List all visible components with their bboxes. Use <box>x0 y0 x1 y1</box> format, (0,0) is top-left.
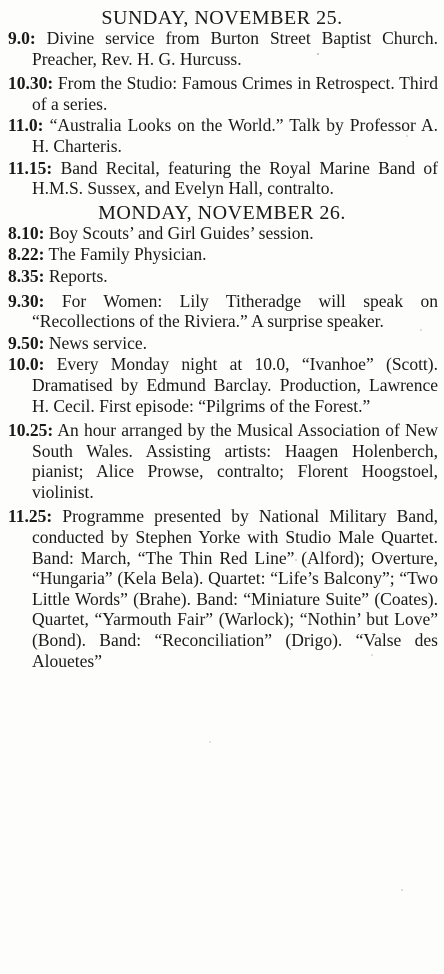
program-time: 10.30: <box>8 73 54 94</box>
program-text: For Women: Lily Titheradge will speak on “Recollections of the Riviera.” A surprise speaker. <box>32 290 439 332</box>
program-text: “Australia Looks on the World.” Talk by Professor A. H. Charteris. <box>32 115 439 156</box>
program-entry <box>0 420 444 502</box>
program-time: 11.0: <box>8 115 44 136</box>
program-time: 10.0: <box>8 354 45 375</box>
program-text: An hour arranged by the Musical Association of New South Wales. Assisting artists: Haagen Holenberch, pianist; Alice Prowse, contralto; Florent Hoogstoel, violinist. <box>32 420 438 502</box>
program-entry <box>0 333 444 354</box>
program-entry <box>0 244 444 265</box>
program-time: 9.50: <box>8 332 45 353</box>
program-time: 8.35: <box>8 265 45 286</box>
program-entry <box>0 291 444 332</box>
program-entry <box>0 223 444 244</box>
program-text: Programme presented by National Military Band, conducted by Stephen Yorke with Studio Male Quartet. Band: March, “The Thin Red Line” (Alford); Overture, “Hungaria” (Kela Bela). Quartet: “Life’s Balcony”; “Two Little Words” (Brahe). Band: “Miniature Suite” (Coates). Quartet, “Yarmouth Fair” (Warlock); “Nothin’ but Love” (Bond). Band: “Reconciliation” (Drigo). “Valse des Alouetes” <box>32 506 438 671</box>
program-text: News service. <box>48 332 147 353</box>
program-time: 9.30: <box>8 290 45 311</box>
program-entry <box>0 158 444 199</box>
program-time: 11.25: <box>8 506 53 527</box>
program-time: 10.25: <box>8 420 54 441</box>
program-entry <box>0 115 444 156</box>
program-entry <box>0 28 444 69</box>
day-heading-monday: MONDAY, NOVEMBER 26. <box>98 201 346 224</box>
program-entry <box>0 73 444 114</box>
program-text: Every Monday night at 10.0, “Ivanhoe” (Scott). Dramatised by Edmund Barclay. Production, Lawrence H. Cecil. First episode: “Pilgrims of the Forest.” <box>32 354 438 416</box>
program-text: Divine service from Burton Street Baptist Church. Preacher, Rev. H. G. Hurcuss. <box>32 28 439 69</box>
day-heading-sunday: SUNDAY, NOVEMBER 25. <box>101 7 343 29</box>
program-text: Reports. <box>48 265 108 286</box>
program-time: 11.15: <box>8 157 53 178</box>
program-text: Boy Scouts’ and Girl Guides’ session. <box>48 222 314 243</box>
program-text: The Family Physician. <box>48 244 207 265</box>
program-text: Band Recital, featuring the Royal Marine Band of H.M.S. Sussex, and Evelyn Hall, contralto. <box>32 157 438 199</box>
program-time: 8.10: <box>8 222 45 243</box>
program-text: From the Studio: Famous Crimes in Retrospect. Third of a series. <box>32 73 439 114</box>
program-time: 8.22: <box>8 244 45 265</box>
program-entry <box>0 506 444 671</box>
program-entry <box>0 354 444 416</box>
program-time: 9.0: <box>8 28 36 48</box>
program-entry <box>0 266 444 287</box>
